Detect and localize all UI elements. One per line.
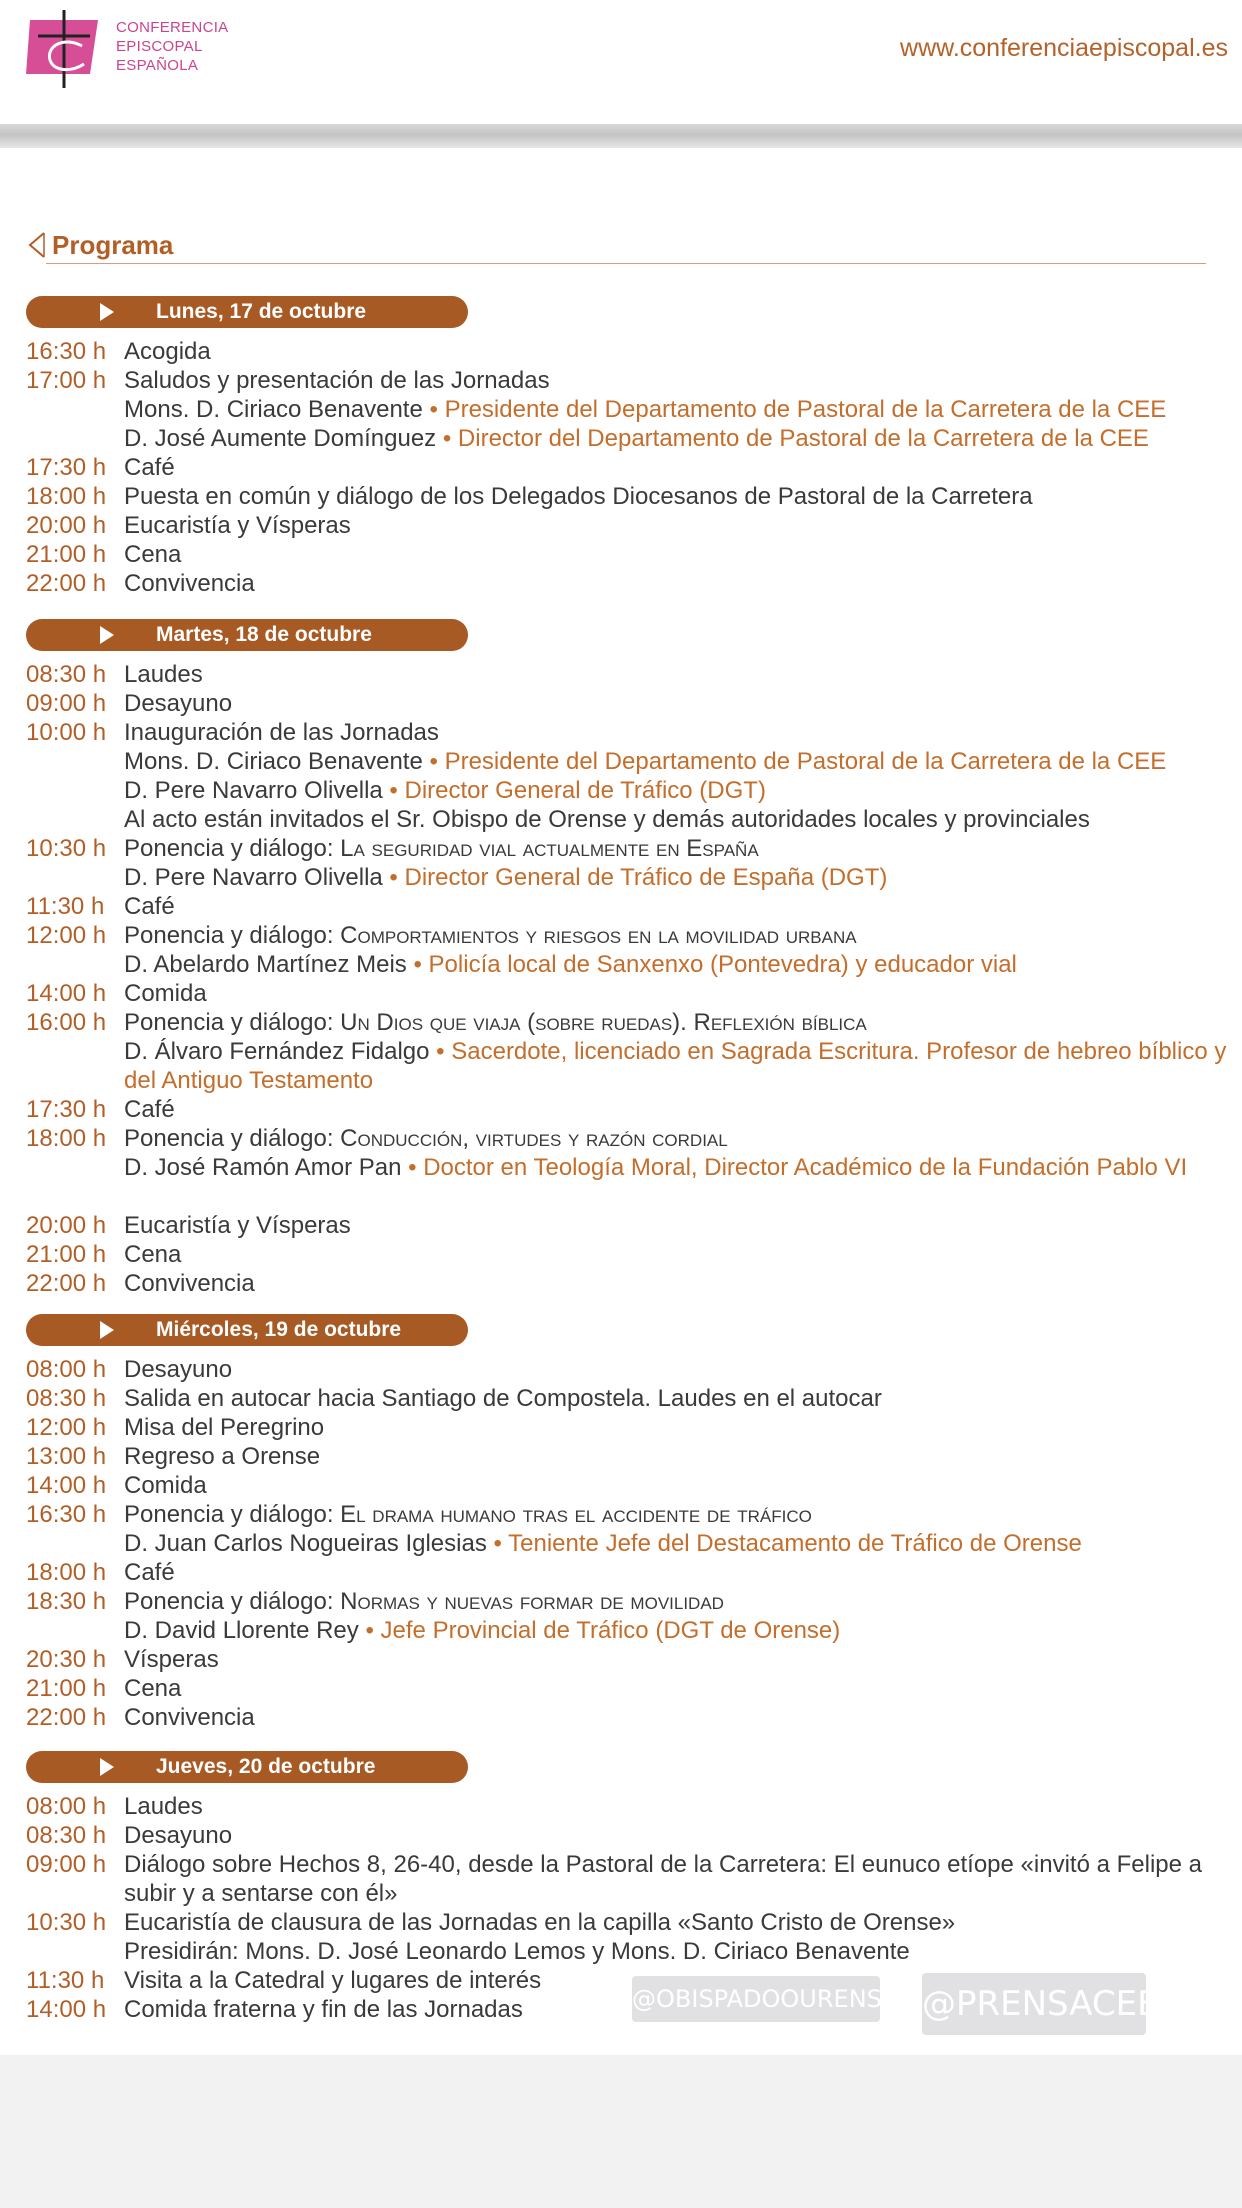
schedule-row [0, 1471, 1242, 1500]
speaker-name: D. Pere Navarro Olivella [124, 864, 383, 891]
event-description [124, 1153, 1228, 1182]
schedule-row [0, 511, 1242, 540]
event-text: Al acto están invitados el Sr. Obispo de Orense y demás autoridades locales y provinciales [124, 806, 1090, 833]
event-text: Ponencia y diálogo: [124, 835, 341, 862]
speaker-role: Director General de Tráfico (DGT) [404, 777, 766, 804]
event-text: Desayuno [124, 1822, 233, 1849]
schedule-row [0, 776, 1242, 805]
speaker-name: D. José Ramón Amor Pan [124, 1154, 402, 1181]
schedule-row [0, 892, 1242, 921]
schedule-row [0, 979, 1242, 1008]
event-text: Acogida [124, 338, 211, 365]
event-time: 14:00 h [26, 980, 107, 1007]
event-description [124, 1500, 1228, 1529]
event-text: Visita a la Catedral y lugares de interés [124, 1967, 542, 1994]
play-arrow-icon [100, 1758, 114, 1776]
bullet-separator: • [486, 1530, 509, 1557]
event-time: 17:30 h [26, 1096, 107, 1123]
triangle-left-icon [26, 230, 48, 260]
schedule-list [0, 1355, 1242, 1732]
play-arrow-icon [100, 1321, 114, 1339]
schedule-list [0, 337, 1242, 598]
schedule-row [0, 482, 1242, 511]
event-text: Convivencia [124, 570, 255, 597]
event-description [124, 834, 1228, 863]
event-description [124, 1384, 1228, 1413]
event-text: Eucaristía y Vísperas [124, 1212, 351, 1239]
event-text: Eucaristía y Vísperas [124, 512, 351, 539]
bullet-separator: • [401, 1154, 424, 1181]
event-description [124, 1211, 1228, 1240]
event-time: 20:00 h [26, 512, 107, 539]
event-text: Café [124, 893, 175, 920]
event-time: 08:30 h [26, 1822, 107, 1849]
lecture-topic: Conducción, virtudes y razón cordial [340, 1125, 728, 1152]
event-text: Ponencia y diálogo: [124, 1588, 341, 1615]
schedule-row [0, 1558, 1242, 1587]
event-time: 13:00 h [26, 1443, 107, 1470]
event-text: Convivencia [124, 1270, 255, 1297]
schedule-row [0, 1037, 1242, 1095]
event-text: Desayuno [124, 1356, 233, 1383]
speaker-role: Policía local de Sanxenxo (Pontevedra) y educador vial [428, 951, 1017, 978]
event-description [124, 805, 1228, 834]
event-description [124, 424, 1228, 453]
event-description [124, 1850, 1228, 1908]
schedule-row [0, 1384, 1242, 1413]
speaker-role: Doctor en Teología Moral, Director Académico de la Fundación Pablo VI [423, 1154, 1188, 1181]
event-description [124, 1937, 1228, 1966]
event-text: Comida [124, 1472, 207, 1499]
speaker-role: Presidente del Departamento de Pastoral de la Carretera de la CEE [444, 748, 1167, 775]
speaker-name: D. Álvaro Fernández Fidalgo [124, 1038, 430, 1065]
event-description [124, 1821, 1228, 1850]
event-time: 22:00 h [26, 570, 107, 597]
page-title: Programa [52, 229, 174, 260]
event-text: Vísperas [124, 1646, 219, 1673]
header-band [0, 124, 1242, 148]
schedule-row [0, 1442, 1242, 1471]
speaker-name: D. Abelardo Martínez Meis [124, 951, 407, 978]
event-description [124, 1645, 1228, 1674]
schedule-list [0, 660, 1242, 1298]
event-description [124, 892, 1228, 921]
day-label: Lunes, 17 de octubre [156, 300, 367, 323]
website-link[interactable]: www.conferenciaepiscopal.es [900, 34, 1228, 62]
header [0, 0, 1242, 128]
schedule-row [0, 747, 1242, 776]
title-divider [46, 263, 1206, 264]
event-time: 20:00 h [26, 1212, 107, 1239]
event-time: 09:00 h [26, 690, 107, 717]
schedule-row [0, 660, 1242, 689]
event-time: 08:30 h [26, 661, 107, 688]
event-description [124, 747, 1228, 776]
event-text: Saludos y presentación de las Jornadas [124, 367, 550, 394]
day-header [26, 1314, 468, 1346]
event-description [124, 718, 1228, 747]
event-description [124, 1792, 1228, 1821]
schedule-row [0, 569, 1242, 598]
event-description [124, 1124, 1228, 1153]
event-description [124, 540, 1228, 569]
day-header [26, 296, 468, 328]
event-description [124, 366, 1228, 395]
bullet-separator: • [422, 396, 445, 423]
event-time: 12:00 h [26, 1414, 107, 1441]
event-time: 18:00 h [26, 1125, 107, 1152]
event-text: Cena [124, 541, 182, 568]
event-time: 08:00 h [26, 1356, 107, 1383]
event-text: Puesta en común y diálogo de los Delegados Diocesanos de Pastoral de la Carretera [124, 483, 1033, 510]
event-text: Convivencia [124, 1704, 255, 1731]
schedule-row [0, 1008, 1242, 1037]
event-time: 18:00 h [26, 1559, 107, 1586]
day-label: Miércoles, 19 de octubre [156, 1318, 402, 1341]
speaker-name: D. David Llorente Rey [124, 1617, 359, 1644]
footer-area [0, 2055, 1242, 2208]
event-time: 18:30 h [26, 1588, 107, 1615]
schedule-row [0, 1153, 1242, 1211]
event-description [124, 1908, 1228, 1937]
event-time: 10:30 h [26, 835, 107, 862]
event-description [124, 1355, 1228, 1384]
event-time: 18:00 h [26, 483, 107, 510]
event-time: 22:00 h [26, 1270, 107, 1297]
event-text: Café [124, 1096, 175, 1123]
event-time: 21:00 h [26, 541, 107, 568]
event-time: 20:30 h [26, 1646, 107, 1673]
event-time: 16:00 h [26, 1009, 107, 1036]
speaker-role: Sacerdote, licenciado en Sagrada Escritura. Profesor de hebreo bíblico y del Antiguo Testamento [124, 1038, 1227, 1094]
bullet-separator: • [382, 777, 405, 804]
event-text: Inauguración de las Jornadas [124, 719, 439, 746]
schedule-row [0, 1095, 1242, 1124]
schedule-row [0, 805, 1242, 834]
event-description [124, 979, 1228, 1008]
day-header [26, 1751, 468, 1783]
event-text: Misa del Peregrino [124, 1414, 325, 1441]
schedule-row [0, 1240, 1242, 1269]
event-description [124, 776, 1228, 805]
logo-line-3: ESPAÑOLA [116, 57, 199, 74]
event-description [124, 1240, 1228, 1269]
event-text: Ponencia y diálogo: [124, 922, 341, 949]
event-description [124, 921, 1228, 950]
bullet-separator: • [382, 864, 405, 891]
speaker-name: D. José Aumente Domínguez [124, 425, 437, 452]
bullet-separator: • [406, 951, 429, 978]
schedule-row [0, 1674, 1242, 1703]
schedule-row [0, 424, 1242, 453]
schedule-row [0, 1269, 1242, 1298]
event-description [124, 1616, 1228, 1645]
event-description [124, 453, 1228, 482]
event-time: 09:00 h [26, 1851, 107, 1878]
bullet-separator: • [429, 1038, 452, 1065]
lecture-topic: Comportamientos y riesgos en la movilidad urbana [340, 922, 857, 949]
schedule-row [0, 1645, 1242, 1674]
event-description [124, 1587, 1228, 1616]
event-description [124, 1558, 1228, 1587]
event-description [124, 511, 1228, 540]
event-text: Cena [124, 1675, 182, 1702]
schedule-row [0, 540, 1242, 569]
event-description [124, 863, 1228, 892]
lecture-topic: La seguridad vial actualmente en España [340, 835, 759, 862]
event-time: 14:00 h [26, 1996, 107, 2023]
event-text: Comida fraterna y fin de las Jornadas [124, 1996, 523, 2023]
event-text: Desayuno [124, 690, 233, 717]
schedule-row [0, 1850, 1242, 1908]
event-description [124, 1703, 1228, 1732]
event-time: 17:30 h [26, 454, 107, 481]
schedule-row [0, 1821, 1242, 1850]
lecture-topic: Un Dios que viaja (sobre ruedas). Reflexión bíblica [340, 1009, 867, 1036]
speaker-name: Mons. D. Ciriaco Benavente [124, 748, 423, 775]
logo-line-1: CONFERENCIA [116, 19, 229, 36]
schedule-row [0, 1529, 1242, 1558]
event-description [124, 1529, 1228, 1558]
event-description [124, 1442, 1228, 1471]
event-description [124, 1008, 1228, 1037]
logo-line-2: EPISCOPAL [116, 38, 203, 55]
event-text: Presidirán: Mons. D. José Leonardo Lemos y Mons. D. Ciriaco Benavente [124, 1938, 910, 1965]
schedule-row [0, 834, 1242, 863]
event-time: 17:00 h [26, 367, 107, 394]
event-description [124, 337, 1228, 366]
speaker-name: D. Pere Navarro Olivella [124, 777, 383, 804]
watermark-obispado: @OBISPADOOURENSE [632, 1976, 880, 2022]
schedule-row [0, 1908, 1242, 1937]
event-text: Diálogo sobre Hechos 8, 26-40, desde la Pastoral de la Carretera: El eunuco etíope «invitó a Felipe a subir y a sentarse con él» [124, 1851, 1202, 1907]
bullet-separator: • [358, 1617, 381, 1644]
schedule-row [0, 1124, 1242, 1153]
event-text: Ponencia y diálogo: [124, 1501, 341, 1528]
event-text: Regreso a Orense [124, 1443, 321, 1470]
cee-logo-icon [24, 6, 104, 88]
event-time: 10:00 h [26, 719, 107, 746]
event-description [124, 1037, 1228, 1095]
event-description [124, 1471, 1228, 1500]
schedule-row [0, 950, 1242, 979]
event-text: Comida [124, 980, 207, 1007]
day-label: Martes, 18 de octubre [156, 623, 372, 646]
bullet-separator: • [436, 425, 458, 452]
event-time: 21:00 h [26, 1241, 107, 1268]
schedule-row [0, 689, 1242, 718]
event-description [124, 950, 1228, 979]
event-time: 16:30 h [26, 338, 107, 365]
lecture-topic: Normas y nuevas formar de movilidad [340, 1588, 724, 1615]
event-description [124, 660, 1228, 689]
watermark-prensacee: @PRENSACEE [922, 1973, 1146, 2035]
schedule-row [0, 863, 1242, 892]
event-text: Ponencia y diálogo: [124, 1009, 341, 1036]
speaker-name: D. Juan Carlos Nogueiras Iglesias [124, 1530, 487, 1557]
event-text: Laudes [124, 661, 203, 688]
event-time: 22:00 h [26, 1704, 107, 1731]
event-text: Café [124, 1559, 175, 1586]
event-time: 11:30 h [26, 893, 105, 920]
schedule-row [0, 1500, 1242, 1529]
lecture-topic: El drama humano tras el accidente de tráfico [340, 1501, 812, 1528]
schedule-row [0, 718, 1242, 747]
schedule-row [0, 1616, 1242, 1645]
event-time: 12:00 h [26, 922, 107, 949]
schedule-row [0, 366, 1242, 395]
speaker-role: Presidente del Departamento de Pastoral de la Carretera de la CEE [444, 396, 1167, 423]
event-text: Ponencia y diálogo: [124, 1125, 341, 1152]
event-time: 11:30 h [26, 1967, 105, 1994]
event-description [124, 569, 1228, 598]
event-time: 14:00 h [26, 1472, 107, 1499]
event-text: Salida en autocar hacia Santiago de Compostela. Laudes en el autocar [124, 1385, 882, 1412]
event-text: Cena [124, 1241, 182, 1268]
speaker-name: Mons. D. Ciriaco Benavente [124, 396, 423, 423]
event-description [124, 1095, 1228, 1124]
schedule-row [0, 395, 1242, 424]
speaker-role: Director del Departamento de Pastoral de la Carretera de la CEE [457, 425, 1149, 452]
schedule-row [0, 1937, 1242, 1966]
speaker-role: Jefe Provincial de Tráfico (DGT de Orense) [380, 1617, 841, 1644]
event-time: 21:00 h [26, 1675, 107, 1702]
bullet-separator: • [422, 748, 445, 775]
day-header [26, 619, 468, 651]
schedule-row [0, 1413, 1242, 1442]
schedule-row [0, 1211, 1242, 1240]
schedule-row [0, 1355, 1242, 1384]
logo-text [116, 18, 228, 75]
event-description [124, 689, 1228, 718]
event-text: Café [124, 454, 175, 481]
schedule-row [0, 1587, 1242, 1616]
event-time: 08:30 h [26, 1385, 107, 1412]
event-description [124, 1269, 1228, 1298]
schedule-row [0, 1703, 1242, 1732]
speaker-role: Director General de Tráfico de España (DGT) [404, 864, 888, 891]
schedule-row [0, 1792, 1242, 1821]
event-description [124, 1674, 1228, 1703]
event-text: Laudes [124, 1793, 203, 1820]
schedule-row [0, 921, 1242, 950]
event-text: Eucaristía de clausura de las Jornadas en la capilla «Santo Cristo de Orense» [124, 1909, 956, 1936]
day-label: Jueves, 20 de octubre [156, 1755, 376, 1778]
speaker-role: Teniente Jefe del Destacamento de Tráfico de Orense [508, 1530, 1082, 1557]
play-arrow-icon [100, 626, 114, 644]
event-time: 16:30 h [26, 1501, 107, 1528]
event-description [124, 482, 1228, 511]
event-description [124, 395, 1228, 424]
event-time: 08:00 h [26, 1793, 107, 1820]
schedule-row [0, 337, 1242, 366]
event-description [124, 1413, 1228, 1442]
section-title [26, 228, 173, 262]
schedule-row [0, 453, 1242, 482]
event-time: 10:30 h [26, 1909, 107, 1936]
play-arrow-icon [100, 303, 114, 321]
